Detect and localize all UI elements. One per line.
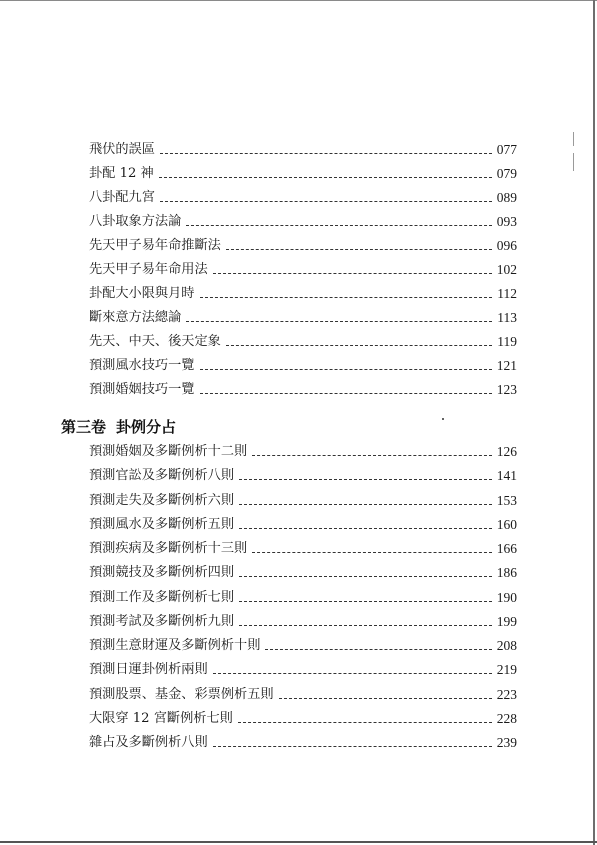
toc-entry[interactable] bbox=[89, 515, 517, 535]
page-bottom-edge bbox=[0, 841, 597, 843]
toc-entry-page: 089 bbox=[496, 190, 517, 205]
toc-entry-page: 102 bbox=[496, 262, 517, 277]
page-right-edge bbox=[593, 0, 595, 845]
toc-entry[interactable] bbox=[89, 284, 517, 304]
toc-entry[interactable] bbox=[89, 332, 517, 352]
toc-entry[interactable] bbox=[89, 709, 517, 729]
toc-entry[interactable] bbox=[89, 236, 517, 256]
section-number: 第三卷 bbox=[61, 418, 107, 436]
toc-entry[interactable] bbox=[89, 636, 517, 656]
toc-leader-dots bbox=[252, 455, 492, 456]
toc-entry[interactable] bbox=[89, 442, 517, 462]
toc-leader-dots bbox=[186, 225, 491, 226]
toc-leader-dots bbox=[239, 504, 492, 505]
toc-entry-title: 斷來意方法總論 bbox=[89, 310, 182, 325]
toc-entry-page: 112 bbox=[497, 286, 517, 301]
scan-artifact-dot bbox=[442, 418, 444, 420]
toc-entry-page: 121 bbox=[496, 358, 517, 373]
toc-entry-page: 208 bbox=[496, 638, 517, 653]
toc-entry-title: 預測股票、基金、彩票例析五則 bbox=[89, 687, 274, 702]
toc-entry-page: 190 bbox=[496, 590, 517, 605]
toc-entry-title: 八卦取象方法論 bbox=[89, 214, 182, 229]
toc-entry-title: 雜占及多斷例析八則 bbox=[89, 735, 208, 750]
toc-entry-page: 093 bbox=[496, 214, 517, 229]
toc-entry-page: 079 bbox=[496, 166, 517, 181]
toc-leader-dots bbox=[238, 722, 492, 723]
toc-entry-page: 166 bbox=[496, 541, 517, 556]
toc-leader-dots bbox=[239, 601, 492, 602]
toc-entry-title: 大限穿 12 宮斷例析七則 bbox=[89, 711, 233, 726]
toc-entry-page: 219 bbox=[496, 662, 517, 677]
toc-entry-title: 先天、中天、後天定象 bbox=[89, 334, 221, 349]
toc-entry-title: 預測工作及多斷例析七則 bbox=[89, 590, 235, 605]
toc-leader-dots bbox=[160, 201, 492, 202]
toc-entry[interactable] bbox=[89, 380, 517, 400]
toc-leader-dots bbox=[239, 479, 492, 480]
scan-artifact-mark bbox=[573, 132, 574, 146]
toc-entry-page: 199 bbox=[496, 614, 517, 629]
toc-entry-page: 123 bbox=[496, 382, 517, 397]
toc-leader-dots bbox=[213, 746, 492, 747]
toc-entry-page: 153 bbox=[496, 493, 517, 508]
section-heading bbox=[61, 416, 176, 438]
toc-entry-page: 141 bbox=[496, 468, 517, 483]
toc-entry[interactable] bbox=[89, 356, 517, 376]
toc-entry[interactable] bbox=[89, 491, 517, 511]
toc-entry[interactable] bbox=[89, 140, 517, 160]
toc-entry-page: 119 bbox=[497, 334, 517, 349]
scan-artifact-mark bbox=[573, 153, 574, 171]
toc-entry-page: 113 bbox=[497, 310, 517, 325]
toc-entry-title: 先天甲子易年命推斷法 bbox=[89, 238, 221, 253]
toc-entry-title: 預測疾病及多斷例析十三則 bbox=[89, 541, 248, 556]
toc-entry-page: 239 bbox=[496, 735, 517, 750]
toc-leader-dots bbox=[239, 625, 492, 626]
toc-entry[interactable] bbox=[89, 660, 517, 680]
toc-entry-title: 預測競技及多斷例析四則 bbox=[89, 565, 235, 580]
toc-entry[interactable] bbox=[89, 612, 517, 632]
toc-leader-dots bbox=[200, 297, 493, 298]
toc-entry-title: 預測婚姻及多斷例析十二則 bbox=[89, 444, 248, 459]
toc-entry-title: 預測走失及多斷例析六則 bbox=[89, 493, 235, 508]
toc-entry-page: 126 bbox=[496, 444, 517, 459]
toc-entry-page: 223 bbox=[496, 687, 517, 702]
toc-entry-page: 160 bbox=[496, 517, 517, 532]
toc-entry-page: 228 bbox=[496, 711, 517, 726]
toc-entry-title: 飛伏的誤區 bbox=[89, 142, 155, 157]
toc-entry-title: 卦配 12 神 bbox=[89, 166, 154, 181]
toc-entry-title: 預測官訟及多斷例析八則 bbox=[89, 468, 235, 483]
toc-entry[interactable] bbox=[89, 563, 517, 583]
toc-entry-title: 預測風水技巧一覽 bbox=[89, 358, 195, 373]
toc-leader-dots bbox=[159, 177, 492, 178]
toc-leader-dots bbox=[239, 576, 492, 577]
toc-entry-title: 預測生意財運及多斷例析十則 bbox=[89, 638, 261, 653]
toc-leader-dots bbox=[252, 552, 492, 553]
toc-entry-title: 預測婚姻技巧一覽 bbox=[89, 382, 195, 397]
toc-entry-title: 預測考試及多斷例析九則 bbox=[89, 614, 235, 629]
toc-entry-title: 先天甲子易年命用法 bbox=[89, 262, 208, 277]
toc-leader-dots bbox=[200, 369, 492, 370]
toc-entry[interactable] bbox=[89, 539, 517, 559]
toc-leader-dots bbox=[200, 393, 492, 394]
toc-entry[interactable] bbox=[89, 164, 517, 184]
toc-entry-title: 預測日運卦例析兩則 bbox=[89, 662, 208, 677]
toc-entry-page: 077 bbox=[496, 142, 517, 157]
toc-entry[interactable] bbox=[89, 733, 517, 753]
toc-entry[interactable] bbox=[89, 685, 517, 705]
toc-entry[interactable] bbox=[89, 188, 517, 208]
toc-leader-dots bbox=[213, 673, 492, 674]
section-title: 卦例分占 bbox=[116, 418, 177, 436]
page-top-edge bbox=[0, 0, 597, 1]
toc-leader-dots bbox=[265, 649, 491, 650]
toc-entry-page: 096 bbox=[496, 238, 517, 253]
toc-entry-title: 預測風水及多斷例析五則 bbox=[89, 517, 235, 532]
toc-entry[interactable] bbox=[89, 212, 517, 232]
toc-leader-dots bbox=[239, 528, 492, 529]
toc-entry[interactable] bbox=[89, 260, 517, 280]
toc-leader-dots bbox=[186, 321, 492, 322]
toc-entry-page: 186 bbox=[496, 565, 517, 580]
toc-entry-title: 卦配大小限與月時 bbox=[89, 286, 195, 301]
toc-leader-dots bbox=[279, 698, 492, 699]
toc-entry[interactable] bbox=[89, 308, 517, 328]
toc-entry[interactable] bbox=[89, 466, 517, 486]
toc-leader-dots bbox=[213, 273, 492, 274]
toc-leader-dots bbox=[226, 345, 492, 346]
toc-entry-title: 八卦配九宮 bbox=[89, 190, 155, 205]
toc-entry[interactable] bbox=[89, 588, 517, 608]
toc-leader-dots bbox=[226, 249, 492, 250]
toc-leader-dots bbox=[160, 153, 492, 154]
